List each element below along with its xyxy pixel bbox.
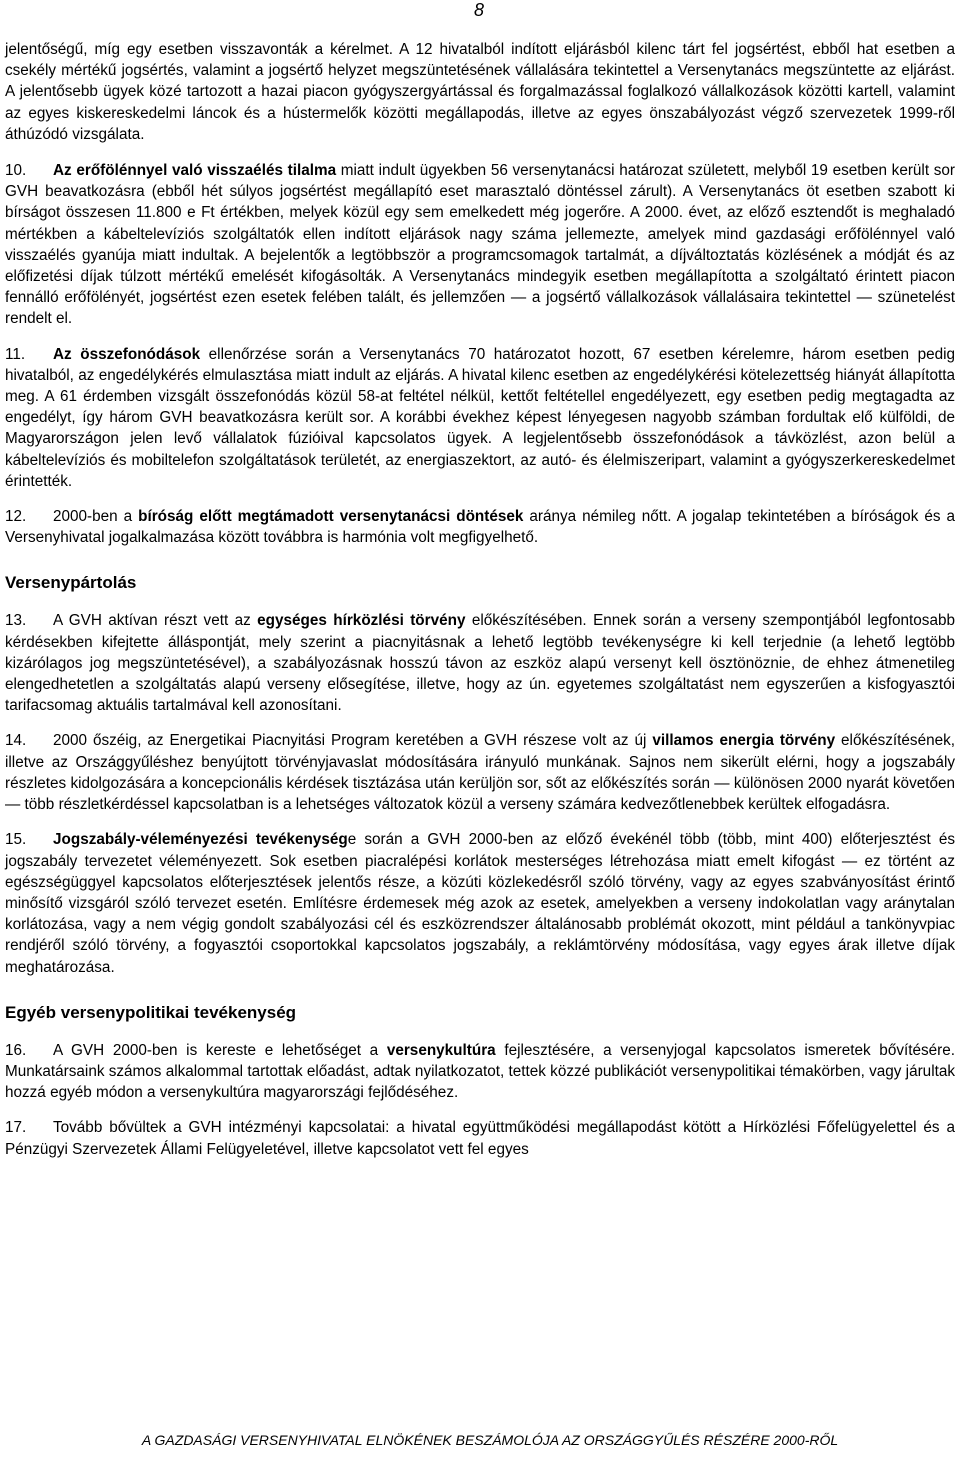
paragraph-number: 15. bbox=[5, 831, 27, 849]
paragraph-number: 13. bbox=[5, 612, 27, 630]
paragraph-text: fejlesztésére, a versenyjogal kapcsolatos ismeretek bővítésére. Munkatársaink számos alkalommal tartottak előadást, adtak nyilatkozatot, tettek közzé publikációt versenypolitikai témakörben, vagy járultak hozzá egyéb módon a versenykultúra magyarországi fejlődéséhez. bbox=[5, 1041, 955, 1102]
paragraph-text: Tovább bővültek a GVH intézményi kapcsolatai: a hivatal együttműködési megállapodást kötött a Hírközlési Főfelügyelettel és a Pénzügyi Szervezetek Állami Felügyeletével, illetve kapcsolatot vett fel egyes bbox=[5, 1119, 955, 1158]
paragraph-number: 16. bbox=[5, 1041, 27, 1059]
paragraph-bold-term: bíróság előtt megtámadott versenytanácsi döntések bbox=[138, 508, 524, 526]
paragraph-lead-text: 2000-ben a bbox=[53, 508, 139, 526]
paragraph-number: 10. bbox=[5, 162, 27, 180]
document-body bbox=[5, 39, 955, 1174]
paragraph-bold-term: versenykultúra bbox=[386, 1041, 496, 1059]
paragraph-15 bbox=[5, 829, 955, 977]
paragraph-17 bbox=[5, 1117, 955, 1159]
paragraph-text: előkészítésének, illetve az Országgyűléshez benyújtott törvényjavaslat módosítására irányuló munkának. Sajnos nem sikerült elérni, hogy a jogszabály részletes kidolgozására a koncepcionális kérdések tisztázása után kerüljön sor, sőt az előkészítés során — különösen 2000 nyarát követően — több részletkérdéssel kapcsolatban is a lehetséges változatok közül a verseny számára kedvezőtlenebbek kerültek elfogadásra. bbox=[5, 732, 955, 814]
paragraph-bold-term: Jogszabály-véleményezési tevékenység bbox=[53, 831, 348, 849]
paragraph-text: előkészítésében. Ennek során a verseny szempontjából legfontosabb kérdésekben kifejtette álláspontját, mely szerint a piacnyitásnak a lehető legtöbb tevékenységre ki kell terjednie (a lehető legtöbb kizárólagos jog megszüntetésével), a szabályozásnak hosszú távon az eszköz alapú versenyt kell ösztönöznie, de ehhez átmenetileg elengedhetetlen a szolgáltatás alapú verseny elősegítése, illetve, hogy az ún. egyetemes szolgáltatást nem egyszerűen a kisfogyasztói tarifacsomag aktuális tartalmával kell azonosítani. bbox=[5, 612, 955, 715]
paragraph-text: miatt indult ügyekben 56 versenytanácsi határozat született, melyből 19 esetben került sor GVH beavatkozásra (ebből hét súlyos jogsértést megállapító eset marasztaló döntéssel zárult). A Versenytanács öt esetben szabott ki bírságot összesen 11.800 e Ft értékben, melyek közül egy sem emelkedett még jogerőre. A 2000. évet, az előző esztendőt is meghaladó mértékben a kábeltelevíziós szolgáltatók ellen indított eljárások nagy száma jellemezte, amelyek mind gazdasági erőfölénnyel való visszaélés gyanúja miatt indultak. A bejelentők a legtöbbször a programcsomagok tartalmát, a díjváltoztatás közlésének a módját és az előfizetési díjak túlzott mértékű emelését kifogásolták. A Versenytanács mindegyik esetben megállapította a szolgáltató érintett piacon fennálló erőfölényét, jogsértést ezen esetek felében talált, és jellemzően — a jogsértő vállalkozások vállalásaira tekintettel — szünetelést rendelt el. bbox=[5, 162, 956, 328]
paragraph-lead-text: A GVH aktívan részt vett az bbox=[53, 612, 258, 630]
paragraph-text: e során a GVH 2000-ben az előző évekénél több (több, mint 400) előterjesztést és jogszabály tervezetet véleményezett. Sok esetben piacralépési korlátok mesterséges létrehozása miatt emelt kifogást — ez történt az egészségüggyel kapcsolatos előterjesztések jelentős része, a közúti közlekedésről szóló törvény, vagy az egyes szabványosítást érintő minősítő vizsgáról szóló tervezet esetén. Említésre érdemesek még azok az esetek, amelyekben a verseny indokolatlan vagy aránytalan korlátozása, vagy a nem végig gondolt szabályozási cél és eszközrendszer általánosabb problémát okozott, mint például a tankönyvpiac rendjéről szóló törvény, a fogyasztói csoportokkal kapcsolatos jogszabály, a reklámtörvény módosítása, vagy egyes árak illetve díjak meghatározása. bbox=[5, 831, 955, 976]
paragraph-number: 11. bbox=[5, 345, 26, 363]
paragraph-text: ellenőrzése során a Versenytanács 70 határozatot hozott, 67 esetben kérelemre, három esetben pedig hivatalból, az engedélykérés elmulasztása miatt indult az eljárás. A hivatal kilenc esetben az engedélykérési kötelezettség hiányát állapította meg. A 61 érdemben vizsgált összefonódás közül 58-at feltétel nélkül, kettőt feltétellel engedélyezett, egy esetben pedig megtagadta az engedélyt, így három GVH beavatkozásra került sor. A korábbi évekhez képest lényegesen nagyobb számban fordultak elő külföldi, de Magyarországon jelen levő vállalatok fúzióival kapcsolatos ügyek. A legjelentősebb összefonódások a távközlést, azon belül a kábeltelevíziós és mobiltelefon szolgáltatások területét, az energiaszektort, az autó- és élelmiszeripart, valamint a gyógyszerkereskedelmet érintették. bbox=[5, 345, 956, 490]
paragraph-text: aránya némileg nőtt. A jogalap tekintetében a bíróságok és a Versenyhivatal jogalkalmazása között továbbra is harmónia volt megfigyelhető. bbox=[5, 508, 955, 547]
paragraph-13 bbox=[5, 610, 955, 716]
paragraph-text: jelentőségű, míg egy esetben visszavonták a kérelmet. A 12 hivatalból indított eljárásból kilenc tárt fel jogsértést, ebből hat esetben a csekély mértékű jogsértés, valamint a jogsértő helyzet megszüntetésének vállalására tekintettel a Versenytanács megszüntette az eljárást. A jelentősebb ügyek közé tartozott a hazai piacon gyógyszergyártással és forgalmazással foglalkozó vállalkozások közötti kartell, valamint az egyes kiskereskedelmi láncok és a hústermelők közötti megállapodás, illetve az egyes önszabályozást végző szervezetek 1999-ről áthúzódó vizsgálata. bbox=[5, 41, 955, 143]
paragraph-11 bbox=[5, 344, 955, 492]
paragraph-lead-text: A GVH 2000-ben is kereste e lehetőséget a bbox=[53, 1041, 387, 1059]
paragraph-16 bbox=[5, 1040, 955, 1104]
paragraph-number: 12. bbox=[5, 508, 27, 526]
paragraph-bold-term: villamos energia törvény bbox=[652, 732, 836, 750]
section-heading-egyeb-versenypolitikai: Egyéb versenypolitikai tevékenység bbox=[5, 1002, 297, 1022]
paragraph-10 bbox=[5, 160, 955, 330]
paragraph-bold-term: Az összefonódások bbox=[53, 345, 201, 363]
paragraph-14 bbox=[5, 730, 955, 815]
paragraph-number: 17. bbox=[5, 1119, 27, 1137]
paragraph-bold-term: egységes hírközlési törvény bbox=[257, 612, 466, 630]
paragraph-intro bbox=[5, 39, 955, 145]
paragraph-bold-term: Az erőfölénnyel való visszaélés tilalma bbox=[53, 162, 337, 180]
section-heading-versenypartolas: Versenypártolás bbox=[5, 573, 137, 593]
paragraph-12 bbox=[5, 506, 955, 548]
page-footer: A GAZDASÁGI VERSENYHIVATAL ELNÖKÉNEK BESZÁMOLÓJA AZ ORSZÁGGYŰLÉS RÉSZÉRE 2000-RŐL bbox=[141, 1432, 839, 1448]
page-number: 8 bbox=[474, 0, 485, 20]
paragraph-lead-text: 2000 őszéig, az Energetikai Piacnyitási Program keretében a GVH részese volt az új bbox=[53, 732, 653, 750]
paragraph-number: 14. bbox=[5, 732, 27, 750]
